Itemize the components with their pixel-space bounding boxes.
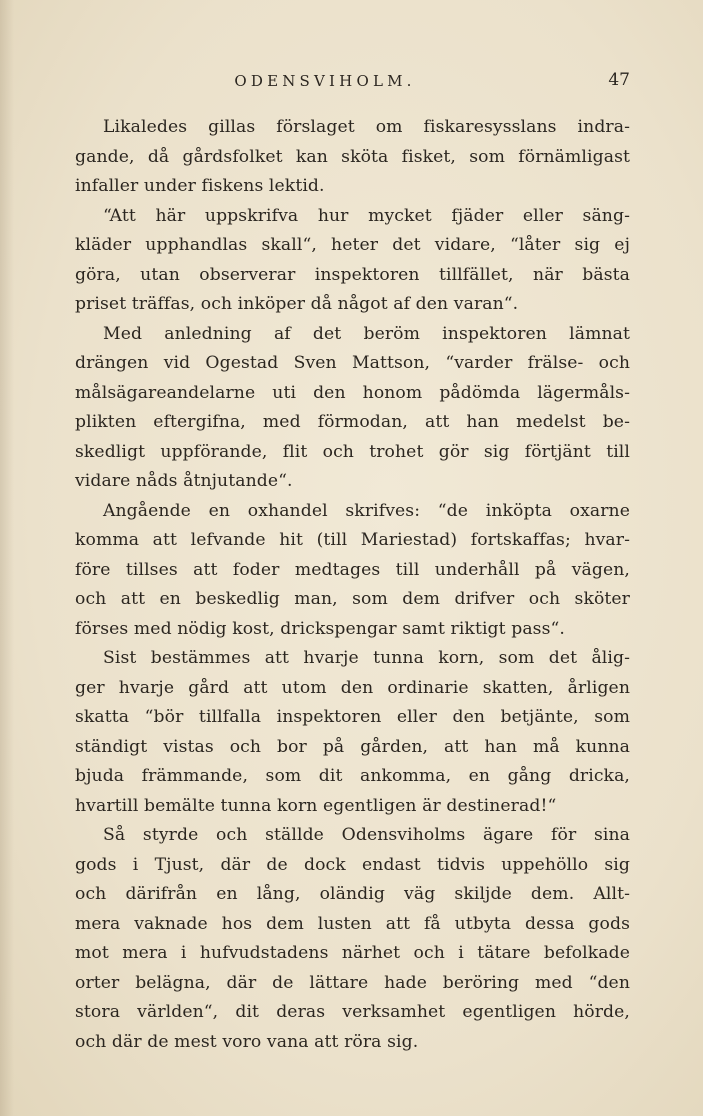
text-line: mot mera i hufvudstadens närhet och i tätare befolkade — [75, 943, 630, 963]
text-line: kläder upphandlas skall“, heter det vidare, “låter sig ej — [75, 235, 630, 255]
text-line: skatta “bör tillfalla inspektoren eller den betjänte, som — [75, 707, 630, 727]
text-line: priset träffas, och inköper då något af den varan“. — [75, 294, 519, 314]
text-line: stora världen“, dit deras verksamhet egentligen hörde, — [75, 1002, 630, 1022]
text-line: mera vaknade hos dem lusten att få utbyta dessa gods — [75, 913, 630, 934]
text-line: Sist bestämmes att hvarje tunna korn, som det ålig- — [103, 648, 630, 668]
text-line: drängen vid Ogestad Sven Mattson, “varder frälse- och — [75, 353, 630, 373]
text-line: infaller under fiskens lektid. — [75, 176, 325, 196]
text-line: ständigt vistas och bor på gården, att han må kunna — [75, 736, 630, 757]
text-line: orter belägna, där de lättare hade beröring med “den — [75, 972, 630, 993]
running-head — [75, 70, 630, 94]
text-line: plikten eftergifna, med förmodan, att han medelst be- — [75, 412, 630, 432]
page-edge-shadow — [0, 0, 14, 1116]
text-line: före tillses att foder medtages till underhåll på vägen, — [75, 559, 630, 580]
text-line: “Att här uppskrifva hur mycket fjäder eller säng- — [103, 205, 630, 226]
text-line: ger hvarje gård att utom den ordinarie skatten, årligen — [75, 677, 630, 698]
text-line: förses med nödig kost, drickspengar samt riktigt pass“. — [75, 618, 565, 639]
text-line: komma att lefvande hit (till Mariestad) fortskaffas; hvar- — [75, 530, 630, 550]
text-line: och därifrån en lång, oländig väg skiljde dem. Allt- — [75, 884, 630, 904]
text-line: Med anledning af det beröm inspektoren lämnat — [103, 323, 630, 344]
page-number: 47 — [608, 70, 630, 90]
text-line: Angående en oxhandel skrifves: “de inköpta oxarne — [103, 500, 630, 521]
text-line: målsägareandelarne uti den honom pådömda lägermåls- — [75, 382, 630, 403]
running-title: ODENSVIHOLM. — [234, 72, 416, 90]
text-line: Likaledes gillas förslaget om fiskaresysslans indra- — [103, 117, 630, 137]
text-line: gande, då gårdsfolket kan sköta fisket, som förnämligast — [75, 146, 630, 167]
text-line: gods i Tjust, där de dock endast tidvis uppehöllo sig — [75, 854, 630, 875]
text-line: hvartill bemälte tunna korn egentligen är destinerad!“ — [75, 795, 557, 816]
text-line: och att en beskedlig man, som dem drifver och sköter — [75, 589, 630, 609]
text-line: bjuda främmande, som dit ankomma, en gång dricka, — [75, 766, 630, 786]
text-line: göra, utan observerar inspektoren tillfället, när bästa — [75, 264, 630, 285]
text-line: skedligt uppförande, flit och trohet gör sig förtjänt till — [75, 441, 630, 462]
text-line: Så styrde och ställde Odensviholms ägare för sina — [103, 825, 630, 845]
text-line: och där de mest voro vana att röra sig. — [75, 1031, 419, 1052]
body-text — [75, 113, 630, 1057]
text-line: vidare nåds åtnjutande“. — [75, 471, 293, 491]
